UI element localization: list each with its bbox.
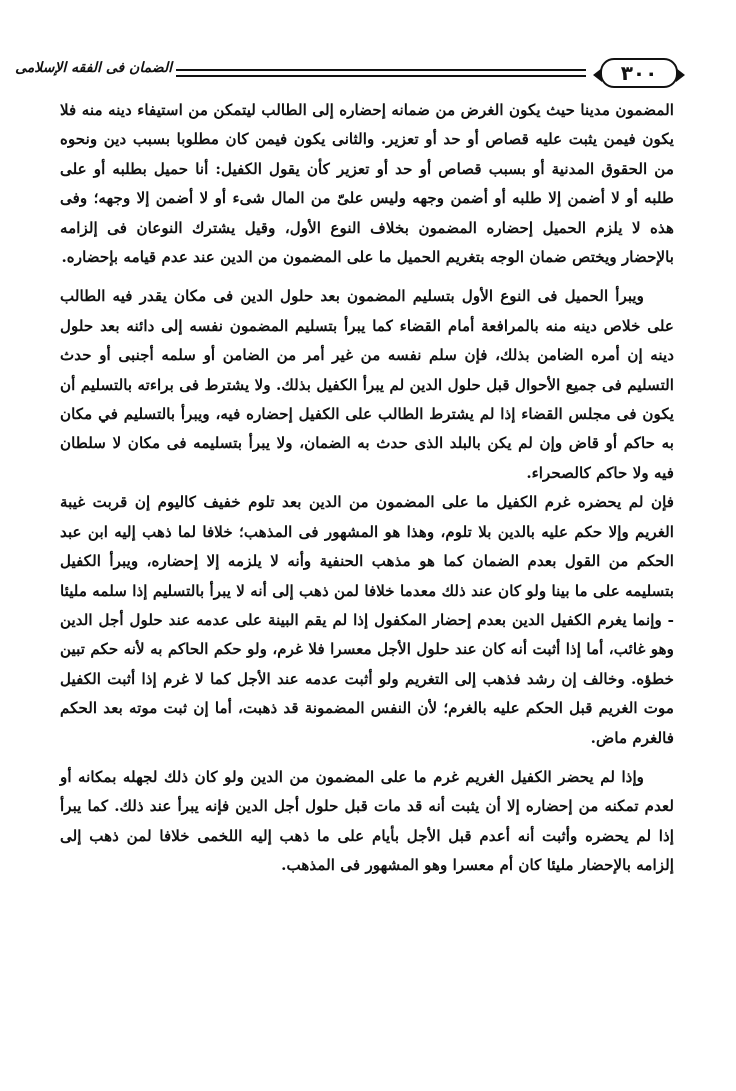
- running-title: الضمان فى الفقه الإسلامى: [15, 60, 172, 76]
- running-header: [15, 58, 678, 94]
- paragraph: ويبرأ الحميل فى النوع الأول بتسليم المضمون بعد حلول الدين فى مكان يقدر فيه الطالب على خلاص دينه منه بالمرافعة أمام القضاء كما يبرأ بتسليم المضمون نفسه إلى دائنه بعد حلول دينه إن أمره الضامن بذلك، فإن سلم نفسه من غير أمر من الضامن أو سلمه أجنبى أو حدث التسليم فى جميع الأحوال قبل حلول الدين لم يبرأ الكفيل بذلك. ولا يشترط فى براءته بالتسليم أن يكون فى مجلس القضاء إذا لم يشترط الطالب على الكفيل إحضاره فيه، ويبرأ بالتسليم في مكان به حاكم أو قاض وإن لم يكن بالبلد الذى حدث به الضمان، ولا يبرأ بتسليمه فى مكان لا سلطان فيه ولا حاكم كالصحراء.: [60, 287, 674, 482]
- page-number: ٣٠٠: [600, 58, 678, 88]
- paragraph: فإن لم يحضره غرم الكفيل ما على المضمون من الدين بعد تلوم خفيف كاليوم إن قربت غيبة الغريم وإلا حكم عليه بالدين بلا تلوم، وهذا هو المشهور فى المذهب؛ خلافا لما ذهب إليه ابن عبد الحكم من القول بعدم الضمان كما هو مذهب الحنفية وأنه لا يلزمه إلا إحضاره، ويبرأ الكفيل بتسليمه على ما بينا ولو كان عند ذلك معدما خلافا لمن ذهب إلى أنه لا يبرأ بالتسليم إذا سلمه مليئا - وإنما يغرم الكفيل الدين بعدم إحضار المكفول إذا لم يقم البينة على عدمه عند حلول أجل الدين وهو غائب، أما إذا أثبت أنه كان عند حلول الأجل معسرا فلا غرم، ولو حكم الحاكم به لأنه حكم تبين خطؤه. وخالف إن رشد فذهب إلى التغريم ولو أثبت عدمه عند الأجل كما لا غرم إذا أثبت الكفيل موت الغريم قبل الحكم عليه بالغرم؛ لأن النفس المضمونة قد ذهبت، أما إن ثبت موته بعد الحكم فالغرم ماض.: [60, 493, 674, 747]
- paragraph: المضمون مدينا حيث يكون الغرض من ضمانه إحضاره إلى الطالب ليتمكن من استيفاء دينه منه فلا يكون فيمن يثبت عليه قصاص أو حد أو تعزير. والثانى يكون فيمن كان مطلوبا بسبب دين ونحوه من الحقوق المدنية أو بسبب قصاص أو حد أو تعزير كأن يقول الكفيل: أنا حميل بطلبه أو على طلبه أو لا أضمن إلا طلبه أو أضمن وجهه وليس علىّ من المال شىء أو لا أضمن إلا وجهه؛ وفى هذه لا يلزم الحميل إحضاره المضمون بخلاف النوع الأول، وقيل يشترك النوعان فى إلزامه بالإحضار ويختص ضمان الوجه بتغريم الحميل ما على المضمون من الدين عند عدم قيامه بإحضاره.: [60, 101, 674, 267]
- paragraph: وإذا لم يحضر الكفيل الغريم غرم ما على المضمون من الدين ولو كان ذلك لجهله بمكانه أو لعدم تمكنه من إحضاره إلا أن يثبت أنه قد مات قبل حلول أجل الدين فإنه يبرأ عند ذلك. كما يبرأ إذا لم يحضره وأثبت أنه أعدم قبل الأجل بأيام على ما ذهب إليه اللخمى خلافا لمن ذهب إلى إلزامه بالإحضار مليئا كان أم معسرا وهو المشهور فى المذهب.: [60, 767, 674, 875]
- header-rule: [176, 69, 586, 77]
- body-text: [60, 96, 674, 881]
